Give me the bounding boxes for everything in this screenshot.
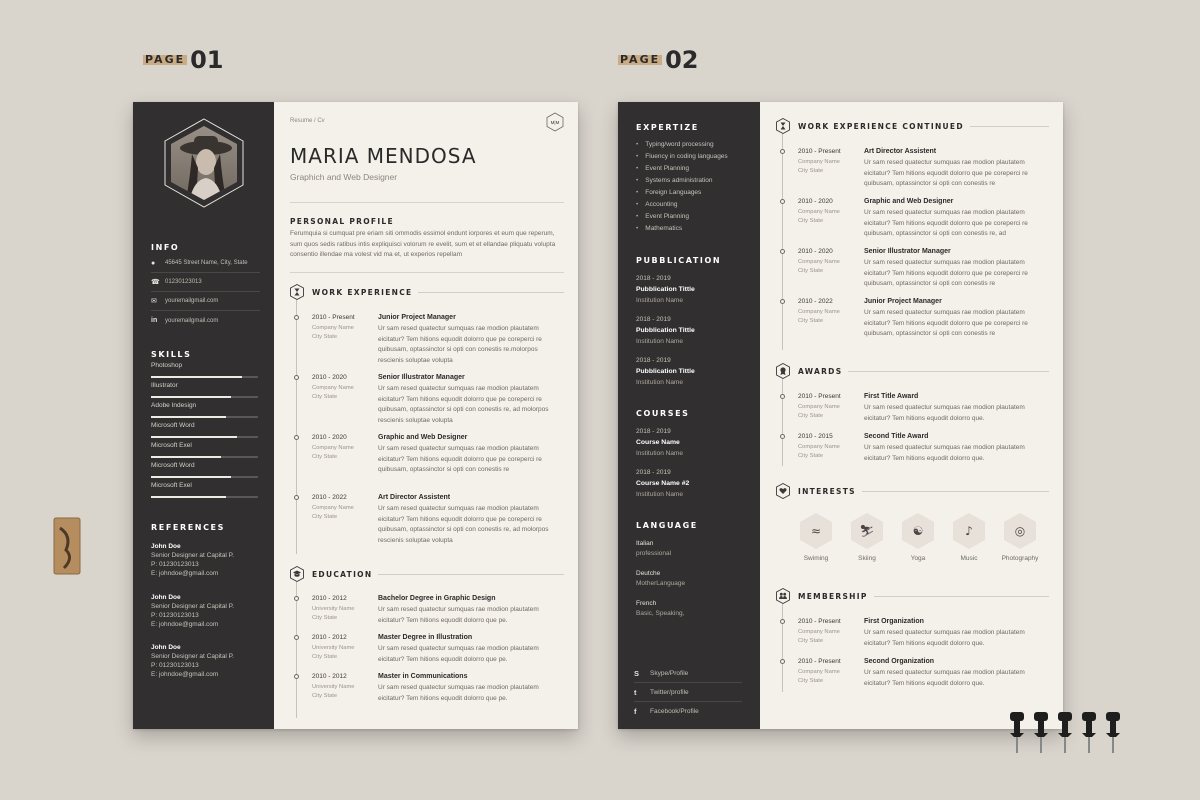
- timeline-entry: [312, 494, 564, 544]
- timeline-dot: [780, 394, 785, 399]
- entry-org: [798, 258, 840, 276]
- entry-date: 2010 - 2022: [312, 494, 347, 501]
- svg-text:≈: ≈: [810, 524, 822, 538]
- heart-icon: [776, 483, 790, 499]
- entry-org: [798, 308, 840, 326]
- item-date: 2018 - 2019: [636, 316, 671, 323]
- social-text: Facebook/Profile: [650, 708, 699, 715]
- monogram-text: M|M: [550, 120, 560, 125]
- entry-title: Graphic and Web Designer: [378, 434, 468, 441]
- personal-profile-text: Ferumquia si cumquat pre eriam siti ommodis essimol endunt iorpores et eum que reperum, sum quos sedis ratibus intis expliquisci volorum re evelit, sum et et ellandae pliquatu volupta consentio illendae ma volest vid ma et, ut experios repellam: [290, 230, 556, 258]
- entry-company: Company Name: [312, 385, 354, 391]
- entry-date: 2010 - Present: [798, 148, 841, 155]
- skill-item: [151, 422, 258, 440]
- page-label-number: 02: [665, 46, 699, 74]
- entry-date: 2010 - 2012: [312, 595, 347, 602]
- interest-item: [848, 512, 886, 562]
- item-institution: Institution Name: [636, 491, 683, 498]
- timeline-dot: [294, 635, 299, 640]
- entry-date: 2010 - Present: [798, 393, 841, 400]
- entry-title: Bachelor Degree in Graphic Design: [378, 595, 496, 602]
- wooden-stamp: [52, 516, 82, 576]
- entry-date: 2010 - 2020: [798, 248, 833, 255]
- skill-item: [151, 402, 258, 420]
- expertize-item: • Mathematics: [636, 225, 682, 232]
- skills-title: SKILLS: [151, 350, 192, 359]
- section-title: EDUCATION: [312, 569, 373, 579]
- skill-bar: [151, 476, 258, 478]
- section-title: INTERESTS: [798, 486, 856, 496]
- entry-company: University Name: [312, 645, 355, 651]
- entry-city: City State: [798, 413, 824, 419]
- entry-description: Ur sam resed quatectur sumquas rae modion plautatem eicitatur? Tem hitions equodit dolorro que.: [864, 669, 1025, 687]
- interest-item: [797, 512, 835, 562]
- reference-email: E: johndoe@gmail.com: [151, 570, 219, 577]
- timeline-entry: [798, 198, 1050, 248]
- reference-name: John Doe: [151, 594, 181, 601]
- entry-company: Company Name: [312, 445, 354, 451]
- entry-city: City State: [312, 454, 338, 460]
- entry-description: Ur sam resed quatectur sumquas rae modion plautatem eicitatur? Tem hitions equodit dolorro que pe coreperci re quibusam, optassinctor si opti con conestis re: [864, 159, 1028, 187]
- reference-item: [151, 593, 234, 629]
- interest-label: Photography: [1001, 555, 1039, 562]
- timeline-entry: [312, 374, 564, 424]
- skill-bar-fill: [151, 456, 221, 458]
- phone-icon: ☎: [151, 279, 160, 286]
- award-icon: [776, 363, 790, 379]
- full-name: MARIA MENDOSA: [290, 144, 477, 168]
- entry-city: City State: [798, 268, 824, 274]
- section-title: MEMBERSHIP: [798, 591, 868, 601]
- entry-title: Master in Communications: [378, 673, 468, 680]
- timeline-line: [296, 582, 297, 718]
- entry-org: [312, 504, 354, 522]
- timeline-dot: [294, 375, 299, 380]
- social-link[interactable]: [634, 702, 742, 721]
- svg-text:☯: ☯: [912, 524, 924, 538]
- skill-bar: [151, 396, 258, 398]
- skill-bar-fill: [151, 396, 231, 398]
- twitter-icon: t: [634, 687, 637, 697]
- main-content: [274, 102, 578, 729]
- skill-item: [151, 462, 258, 480]
- item-title: Pubblication Tittle: [636, 368, 695, 375]
- entry-description: Ur sam resed quatectur sumquas rae modion plautatem eicitatur? Tem hitions equodit dolorro que pe coreperci re quibusam, optassinctor si opti con conestis re, ad: [864, 209, 1028, 237]
- timeline-entry: [798, 248, 1050, 298]
- facebook-icon: f: [634, 707, 637, 716]
- skill-item: [151, 482, 258, 500]
- entry-title: Senior Illustrator Manager: [864, 248, 951, 255]
- entry-description: Ur sam resed quatectur sumquas rae modion plautatem eicitatur? Tem hitions equodit dolorro que pe.: [378, 645, 539, 663]
- entry-city: City State: [798, 218, 824, 224]
- entry-org: [312, 444, 354, 462]
- interest-item: [950, 512, 988, 562]
- entry-date: 2010 - 2012: [312, 673, 347, 680]
- entry-company: Company Name: [798, 259, 840, 265]
- entry-date: 2010 - Present: [312, 314, 355, 321]
- membership-header: [776, 588, 1049, 604]
- entry-date: 2010 - 2020: [312, 434, 347, 441]
- language-level: MotherLanguage: [636, 580, 686, 587]
- expertize-item: • Systems administration: [636, 177, 712, 184]
- entry-description: Ur sam resed quatectur sumquas rae modion plautatem eicitatur? Tem hitions equodit dolorro que.: [864, 404, 1025, 422]
- expertize-item: • Event Planning: [636, 213, 689, 220]
- skill-bar-fill: [151, 496, 226, 498]
- page-label-number: 01: [190, 46, 224, 74]
- timeline-dot: [294, 315, 299, 320]
- entry-company: Company Name: [798, 629, 840, 635]
- education-header: [290, 566, 564, 582]
- skill-name: Microsoft Exel: [151, 442, 192, 449]
- skill-name: Adobe Indesign: [151, 402, 197, 409]
- sidebar: [133, 102, 274, 729]
- entry-date: 2010 - Present: [798, 618, 841, 625]
- skill-item: [151, 442, 258, 460]
- section-title: WORK EXPERIENCE CONTINUED: [798, 121, 964, 131]
- work-experience-header: [290, 284, 564, 300]
- location-icon: ●: [151, 259, 156, 267]
- entry-description: Ur sam resed quatectur sumquas rae modion plautatem eicitatur? Tem hitions equodit dolorro que pe coreperci re quibusam, optassinctor si opti con conestis re: [864, 309, 1028, 337]
- monogram-logo: [546, 112, 564, 132]
- interest-label: Yoga: [910, 555, 926, 562]
- timeline-dot: [294, 435, 299, 440]
- entry-title: Master Degree in Illustration: [378, 634, 473, 641]
- entry-company: Company Name: [798, 159, 840, 165]
- language-level: Basic, Speaking,: [636, 610, 685, 617]
- social-link[interactable]: [634, 664, 742, 683]
- page-label-1: [143, 46, 224, 74]
- entry-description: Ur sam resed quatectur sumquas rae modion plautatem eicitatur? Tem hitions equodit dolorro que.: [864, 444, 1025, 462]
- svg-text:◎: ◎: [1014, 524, 1026, 538]
- hourglass-icon: [290, 284, 304, 300]
- reference-role: Senior Designer at Capital P.: [151, 603, 234, 610]
- entry-city: City State: [798, 678, 824, 684]
- entry-description: Ur sam resed quatectur sumquas rae modion plautatem eicitatur? Tem hitions equodit dolorro que pe coreperci re quibusam, optassinctor si opti con conestis re: [378, 445, 542, 473]
- page-label-word: PAGE: [620, 53, 661, 66]
- entry-title: First Title Award: [864, 393, 919, 400]
- timeline-dot: [780, 199, 785, 204]
- divider: [290, 272, 564, 273]
- entry-org: [798, 668, 840, 686]
- skill-bar-fill: [151, 416, 226, 418]
- item-title: Course Name #2: [636, 480, 690, 487]
- info-email: [151, 292, 260, 311]
- entry-title: Junior Project Manager: [864, 298, 942, 305]
- item-date: 2018 - 2019: [636, 469, 671, 476]
- timeline-line: [296, 300, 297, 554]
- section-title: AWARDS: [798, 366, 843, 376]
- sidebar: [618, 102, 760, 729]
- entry-org: [312, 324, 354, 342]
- skype-icon: S: [634, 668, 640, 678]
- timeline-dot: [780, 149, 785, 154]
- skill-name: Microsoft Exel: [151, 482, 192, 489]
- timeline-dot: [294, 674, 299, 679]
- item-date: 2018 - 2019: [636, 275, 671, 282]
- reference-item: [151, 643, 234, 679]
- entry-org: [798, 158, 840, 176]
- language-name: French: [636, 600, 657, 607]
- timeline-dot: [780, 249, 785, 254]
- expertize-item: • Accounting: [636, 201, 677, 208]
- timeline-dot: [780, 299, 785, 304]
- skill-bar: [151, 416, 258, 418]
- skill-name: Microsoft Word: [151, 462, 195, 469]
- item-date: 2018 - 2019: [636, 357, 671, 364]
- language-name: Italian: [636, 540, 654, 547]
- entry-city: City State: [798, 453, 824, 459]
- info-text: 01230123013: [165, 279, 202, 285]
- item-title: Pubblication Tittle: [636, 286, 695, 293]
- music-icon: [952, 512, 986, 550]
- entry-city: City State: [312, 394, 338, 400]
- item-institution: Institution Name: [636, 297, 683, 304]
- page-label-2: [618, 46, 699, 74]
- entry-org: [798, 443, 840, 461]
- timeline-entry: [312, 673, 564, 723]
- skill-item: [151, 382, 258, 400]
- job-role: Graphich and Web Designer: [290, 172, 398, 182]
- entry-description: Ur sam resed quatectur sumquas rae modion plautatem eicitatur? Tem hitions equodit dolorro que pe coreperci re quibusam, optassinctor si opti con conestis re, ad molorpos rescienis soluptae volupta: [378, 505, 549, 544]
- info-phone: [151, 273, 260, 292]
- entry-company: Company Name: [798, 209, 840, 215]
- graduation-icon: [290, 566, 304, 582]
- info-linkedin: [151, 311, 260, 330]
- expertize-title: EXPERTIZE: [636, 123, 699, 132]
- entry-city: City State: [798, 638, 824, 644]
- profile-photo: [162, 118, 246, 208]
- entry-title: First Organization: [864, 618, 924, 625]
- section-title: WORK EXPERIENCE: [312, 287, 413, 297]
- entry-date: 2010 - 2020: [798, 198, 833, 205]
- entry-description: Ur sam resed quatectur sumquas rae modion plautatem eicitatur? Tem hitions equodit dolorro que pe.: [378, 606, 539, 624]
- skill-bar: [151, 496, 258, 498]
- interest-label: Music: [960, 555, 978, 562]
- references-title: REFERENCES: [151, 523, 225, 532]
- publication-title: PUBBLICATION: [636, 256, 722, 265]
- info-text: 45645 Street Name, City, State: [165, 260, 248, 266]
- yoga-icon: [901, 512, 935, 550]
- reference-email: E: johndoe@gmail.com: [151, 671, 219, 678]
- entry-company: Company Name: [798, 444, 840, 450]
- skill-bar: [151, 376, 258, 378]
- page-label-word: PAGE: [145, 53, 186, 66]
- reference-email: E: johndoe@gmail.com: [151, 621, 219, 628]
- timeline-dot: [294, 495, 299, 500]
- item-title: Pubblication Tittle: [636, 327, 695, 334]
- entry-title: Graphic and Web Designer: [864, 198, 954, 205]
- entry-org: [798, 208, 840, 226]
- reference-name: John Doe: [151, 543, 181, 550]
- social-text: Skype/Profile: [650, 669, 689, 677]
- skill-name: Microsoft Word: [151, 422, 195, 429]
- social-link[interactable]: [634, 683, 742, 702]
- svg-text:⛷: ⛷: [859, 524, 875, 538]
- item-institution: Institution Name: [636, 450, 683, 457]
- language-level: professional: [636, 550, 672, 557]
- reference-phone: P: 01230123013: [151, 561, 199, 568]
- timeline-dot: [780, 619, 785, 624]
- interest-label: Skiing: [858, 555, 876, 562]
- item-institution: Institution Name: [636, 338, 683, 345]
- entry-company: Company Name: [312, 505, 354, 511]
- resume-page-1: [133, 102, 578, 729]
- personal-profile-title: PERSONAL PROFILE: [290, 217, 394, 226]
- divider: [290, 202, 564, 203]
- timeline-entry: [312, 434, 564, 484]
- timeline-dot: [294, 596, 299, 601]
- item-title: Course Name: [636, 439, 680, 446]
- timeline-line: [782, 134, 783, 350]
- language-title: LANGUAGE: [636, 521, 698, 530]
- camera-icon: [1003, 512, 1037, 550]
- item-institution: Institution Name: [636, 379, 683, 386]
- entry-company: University Name: [312, 606, 355, 612]
- info-address: [151, 254, 260, 273]
- skill-bar-fill: [151, 436, 237, 438]
- timeline-entry: [798, 148, 1050, 198]
- skill-item: [151, 362, 258, 380]
- entry-title: Art Director Assistent: [864, 148, 937, 155]
- reference-name: John Doe: [151, 644, 181, 651]
- entry-city: City State: [312, 615, 338, 621]
- hourglass-icon: [776, 118, 790, 134]
- timeline-line: [782, 604, 783, 692]
- timeline-dot: [780, 434, 785, 439]
- item-date: 2018 - 2019: [636, 428, 671, 435]
- entry-org: [312, 605, 355, 623]
- courses-title: COURSES: [636, 409, 690, 418]
- main-content: [760, 102, 1063, 729]
- swimming-icon: [799, 512, 833, 550]
- entry-description: Ur sam resed quatectur sumquas rae modion plautatem eicitatur? Tem hitions equodit dolorro que pe.: [378, 684, 539, 702]
- entry-company: Company Name: [798, 669, 840, 675]
- timeline-line: [782, 379, 783, 466]
- svg-text:♪: ♪: [965, 524, 973, 538]
- timeline-dot: [780, 659, 785, 664]
- entry-company: Company Name: [312, 325, 354, 331]
- entry-org: [798, 628, 840, 646]
- entry-title: Art Director Assistent: [378, 494, 451, 501]
- expertize-item: • Typing/word processing: [636, 141, 714, 148]
- entry-city: City State: [312, 334, 338, 340]
- entry-org: [798, 403, 840, 421]
- entry-company: Company Name: [798, 404, 840, 410]
- entry-org: [312, 683, 355, 701]
- entry-company: Company Name: [798, 309, 840, 315]
- entry-city: City State: [798, 168, 824, 174]
- skill-bar-fill: [151, 476, 231, 478]
- reference-phone: P: 01230123013: [151, 662, 199, 669]
- reference-role: Senior Designer at Capital P.: [151, 653, 234, 660]
- entry-description: Ur sam resed quatectur sumquas rae modion plautatem eicitatur? Tem hitions equodit dolorro que pe coreperci re quibusam, optassinctor si opti con conestis re: [864, 259, 1028, 287]
- entry-title: Second Title Award: [864, 433, 929, 440]
- resume-cv-label: Resume / Cv: [290, 118, 325, 124]
- info-title: INFO: [151, 243, 180, 252]
- entry-date: 2010 - Present: [798, 658, 841, 665]
- email-icon: ✉: [151, 298, 157, 305]
- reference-phone: P: 01230123013: [151, 612, 199, 619]
- skill-bar: [151, 436, 258, 438]
- timeline-entry: [798, 658, 1050, 708]
- interest-item: [1001, 512, 1039, 562]
- expertize-item: • Event Planning: [636, 165, 689, 172]
- entry-date: 2010 - 2015: [798, 433, 833, 440]
- entry-title: Second Organization: [864, 658, 935, 665]
- entry-city: City State: [312, 514, 338, 520]
- linkedin-icon: in: [151, 317, 158, 324]
- timeline-entry: [312, 314, 564, 364]
- work-continued-header: [776, 118, 1049, 134]
- entry-city: City State: [312, 654, 338, 660]
- skill-name: Illustrator: [151, 382, 178, 389]
- skiing-icon: [850, 512, 884, 550]
- entry-title: Senior Illustrator Manager: [378, 374, 465, 381]
- entry-org: [312, 384, 354, 402]
- resume-page-2: [618, 102, 1063, 729]
- info-text: youremailgmail.com: [165, 317, 219, 324]
- interest-item: [899, 512, 937, 562]
- entry-city: City State: [798, 318, 824, 324]
- entry-org: [312, 644, 355, 662]
- language-name: Deutche: [636, 570, 661, 577]
- skill-bar-fill: [151, 376, 242, 378]
- group-icon: [776, 588, 790, 604]
- info-text: youremailgmail.com: [165, 298, 219, 304]
- entry-description: Ur sam resed quatectur sumquas rae modion plautatem eicitatur? Tem hitions equodit dolorro que pe coreperci re quibusam, optassinctor si opti con conestis re, ad molorpos rescienis soluptae volupta: [378, 385, 549, 424]
- expertize-item: • Foreign Languages: [636, 189, 701, 196]
- entry-date: 2010 - 2022: [798, 298, 833, 305]
- entry-description: Ur sam resed quatectur sumquas rae modion plautatem eicitatur? Tem hitions equodit dolorro que.: [864, 629, 1025, 647]
- entry-date: 2010 - 2020: [312, 374, 347, 381]
- reference-item: [151, 542, 234, 578]
- reference-role: Senior Designer at Capital P.: [151, 552, 234, 559]
- social-text: Twitter/profile: [650, 688, 689, 696]
- entry-title: Junior Project Manager: [378, 314, 456, 321]
- entry-city: City State: [312, 693, 338, 699]
- timeline-entry: [798, 298, 1050, 348]
- interests-header: [776, 483, 1049, 499]
- awards-header: [776, 363, 1049, 379]
- interest-label: Swiming: [803, 555, 829, 562]
- skill-name: Photoshop: [151, 362, 183, 369]
- skill-bar: [151, 456, 258, 458]
- push-pins: [1006, 712, 1132, 756]
- expertize-item: • Fluency in coding languages: [636, 153, 728, 160]
- entry-date: 2010 - 2012: [312, 634, 347, 641]
- entry-company: University Name: [312, 684, 355, 690]
- timeline-entry: [798, 433, 1050, 483]
- entry-description: Ur sam resed quatectur sumquas rae modion plautatem eicitatur? Tem hitions equodit dolorro que pe coreperci re quibusam, optassinctor si opti con conestis re.molorpos rescienis soluptae volupta: [378, 325, 542, 364]
